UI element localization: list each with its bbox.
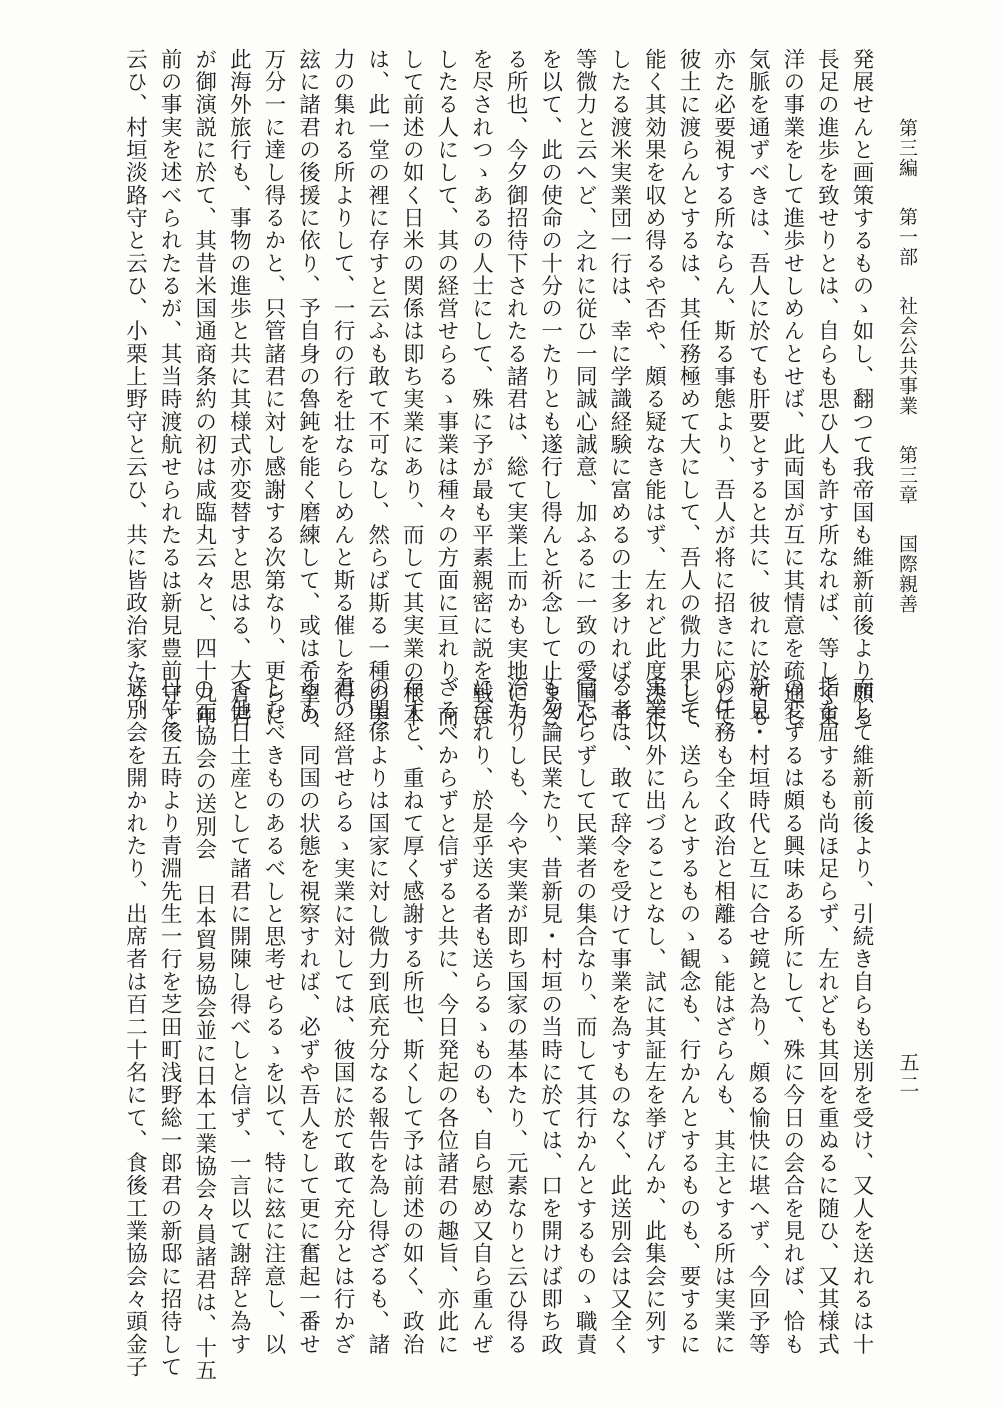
upper-text-block [48,48,878,728]
text-line: 彼土に渡らんとするは、其任務極めて大にして、吾人の微力果して [676,48,702,728]
text-line: しむべきものあるべしと思考せらるゝを以て、特に玆に注意し、以 [260,676,286,1356]
text-line: 而して維新前後より、引続き自らも送別を受け、又人を送れるは十 [849,676,874,1356]
text-line: 実業以外に出づることなし、試に其証左を挙げんか、此集会に列す [641,676,667,1356]
text-line: て他日土産として諸君に開陳し得べしと信ず、一言以て謝辞と為す [226,676,252,1356]
text-line: 送別会を開かれたり、出席者は百二十名にて、食後工業協会々頭金子 [122,676,148,1379]
text-line: 発展せんと画策するものゝ如し、翻つて我帝国も維新前後より頗る [849,48,874,728]
text-line: 治たりしも、今や実業が即ち国家の基本たり、元素なりと云ひ得る [503,676,529,1356]
text-line: して前述の如く日米の関係は即ち実業にあり、而して其実業の根本 [399,48,425,728]
section-heading-line: ○両協会の送別会 日本貿易協会並に日本工業協会々員諸君は、十五 [191,676,217,1382]
text-line: したる人にして、其の経営せらるゝ事業は種々の方面に亘れり、而 [433,48,459,728]
text-line: 玆に諸君の後援に依り、予自身の魯鈍を能く磨練して、或は希望の [295,48,321,728]
text-line: 洋の事業をして進歩せしめんとせば、此両国が互に其情意を疏通し [779,48,805,728]
text-line: る者は、敢て辞令を受けて事業を為すものなく、此送別会は又全く [606,676,632,1356]
text-line: ざるべからずと信ずると共に、今日発起の各位諸君の趣旨、亦此に [433,676,459,1356]
lower-text-block [48,676,878,1382]
header-chapter-title: 国際親善 [896,534,918,615]
text-line: したる渡米実業団一行は、幸に学識経験に富めるの士多ければ、予 [606,48,632,728]
text-line: 長足の進歩を致せりとは、自らも思ひ人も許す所なれば、等しく東 [814,48,840,728]
text-line: 新見・村垣時代と互に合せ鏡と為り、頗る愉快に堪へず、今回予等 [745,676,771,1356]
text-line: 日午後五時より青淵先生一行を芝田町浅野総一郎君の新邸に招待して [157,676,183,1379]
running-header [892,118,922,636]
text-line: る所也、今夕御招待下されたる諸君は、総て実業上而かも実地に力 [503,48,529,728]
text-line: 君の経営せらるゝ実業に対しては、彼国に於て敢て充分とは行かざ [330,676,356,1356]
header-chapter: 第三章 [896,445,918,506]
header-part: 第三編 [896,118,918,178]
text-line: 万分一に達し得るかと、只管諸君に対し感謝する次第なり、更らに [260,48,286,728]
text-line: の関係よりは国家に対し微力到底充分なる報告を為し得ざるも、諸 [364,676,390,1356]
text-line: 能く其効果を収め得るや否や、頗る疑なき能はず、左れど此度決定 [641,48,667,728]
text-line: 亦た必要視する所ならん、斯る事態より、吾人が将に招きに応じて [710,48,736,728]
page-number: 五二 [896,1052,920,1096]
text-line: を尽されつゝあるの人士にして、殊に予が最も平素親密に説を戦は [468,48,494,728]
text-line: 此海外旅行も、事物の進歩と共に其様式亦変替すと思はる、大倉君 [226,48,252,728]
text-line: 前の事実を述べられたるが、其当時渡航せられたるは新見豊前守と [157,48,183,728]
text-line: に至れり、於是乎送る者も送らるゝものも、自ら慰め又自ら重んぜ [468,676,494,1356]
text-line: は、此一堂の裡に存すと云ふも敢て不可なし、然らば斯る一種の実 [364,48,390,728]
text-line: の任務も全く政治と相離るゝ能はざらんも、其主とする所は実業に [710,676,736,1356]
text-line: 指を屈するも尚ほ足らず、左れども其回を重ぬるに随ひ、又其様式 [814,676,840,1356]
header-section: 第一部 [896,207,918,268]
header-topic: 社会公共事業 [896,296,918,417]
text-line: 存すと、重ねて厚く感謝する所也、斯くして予は前述の如く、政治 [399,676,425,1356]
text-line: して、送らんとするものゝ観念も、行かんとするものも、要するに [676,676,702,1356]
text-line: も勿論民業たり、昔新見・村垣の当時に於ては、口を開けば即ち政 [537,676,563,1356]
text-line: るも、同国の状態を視察すれば、必ずや吾人をして更に奮起一番せ [295,676,321,1356]
text-line: 云ひ、村垣淡路守と云ひ、小栗上野守と云ひ、共に皆政治家たり、 [122,48,148,728]
text-line: 気脈を通ずべきは、吾人に於ても肝要とすると共に、彼れに於ても [745,48,771,728]
text-line: の変ずるは頗る興味ある所にして、殊に今日の会合を見れば、恰も [779,676,805,1356]
text-line: が御演説に於て、其昔米国通商条約の初は咸臨丸云々と、四十九年 [191,48,217,728]
text-line: 官たらずして民業者の集合なり、而して其行かんとするものゝ職責 [572,676,598,1356]
text-line: 力の集れる所よりして、一行の行を壮ならしめんと斯る催しを得、 [330,48,356,728]
text-line: を以て、此の使命の十分の一たりとも遂行し得んと祈念して止まざ [537,48,563,728]
text-line: 等微力と云へど、之れに従ひ一同誠心誠意、加ふるに一致の愛国心 [572,48,598,728]
